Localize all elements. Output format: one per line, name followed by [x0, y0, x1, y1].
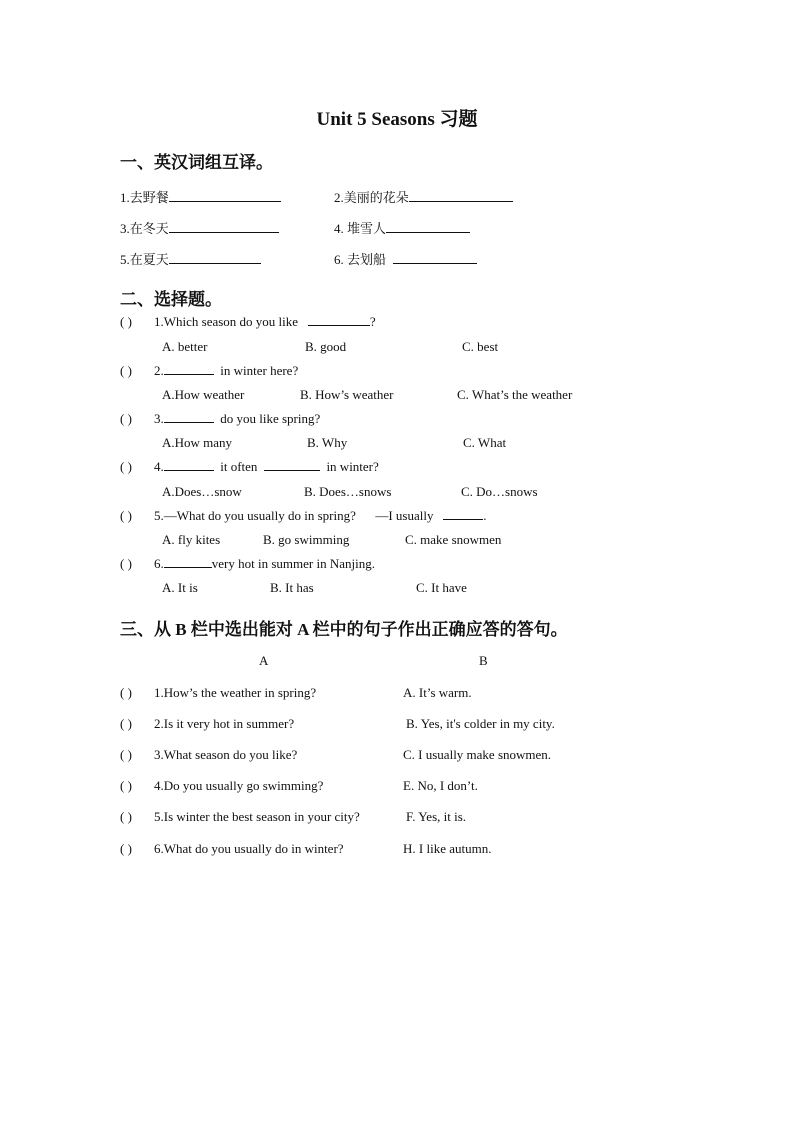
- option-a: A.Does…snow: [162, 484, 242, 499]
- option-b: B. good: [305, 339, 347, 354]
- column-b-item: F. Yes, it is.: [406, 809, 467, 824]
- question-text: 6.: [154, 556, 164, 571]
- column-b-header: B: [479, 653, 488, 668]
- item-text: 4. 堆雪人: [334, 221, 387, 236]
- item-text: 2.美丽的花朵: [334, 190, 409, 205]
- question-text-end: very hot in summer in Nanjing.: [211, 556, 375, 571]
- section-3-heading: 三、从 B 栏中选出能对 A 栏中的句子作出正确应答的答句。: [120, 620, 568, 639]
- question-6: [154, 556, 375, 572]
- translation-item-1: [120, 187, 281, 206]
- answer-paren: ( ): [120, 556, 132, 571]
- question-text-end: .: [483, 508, 487, 523]
- question-text: 1.Which season do you like: [154, 314, 299, 329]
- translation-item-4: [334, 218, 470, 237]
- answer-blank: [386, 221, 470, 233]
- option-b: B. Why: [307, 435, 348, 450]
- answer-blank: [443, 508, 483, 520]
- question-text: 4.: [154, 459, 164, 474]
- answer-paren: ( ): [120, 363, 132, 378]
- answer-paren: ( ): [120, 508, 132, 523]
- answer-blank: [164, 411, 214, 423]
- answer-paren: ( ): [120, 411, 132, 426]
- item-text: 5.在夏天: [120, 252, 169, 267]
- page-title: Unit 5 Seasons 习题: [316, 109, 478, 130]
- question-text-mid: it often: [220, 459, 258, 474]
- answer-blank: [308, 314, 370, 326]
- answer-paren: ( ): [120, 716, 132, 731]
- column-b-item: A. It’s warm.: [403, 685, 472, 700]
- translation-item-6: [334, 249, 477, 268]
- section-2-heading: 二、选择题。: [120, 290, 222, 309]
- option-a: A.How weather: [162, 387, 245, 402]
- option-b: B. How’s weather: [300, 387, 394, 402]
- option-b: B. It has: [270, 580, 314, 595]
- question-text-end: do you like spring?: [220, 411, 321, 426]
- option-a: A. better: [162, 339, 208, 354]
- answer-blank: [169, 221, 279, 233]
- translation-item-2: [334, 187, 513, 206]
- question-text-mid: —I usually: [375, 508, 434, 523]
- column-a-item: 2.Is it very hot in summer?: [154, 716, 295, 731]
- item-text: 3.在冬天: [120, 221, 169, 236]
- answer-blank: [264, 459, 320, 471]
- option-a: A. fly kites: [162, 532, 221, 547]
- column-a-item: 3.What season do you like?: [154, 747, 298, 762]
- column-b-item: C. I usually make snowmen.: [403, 747, 552, 762]
- column-a-item: 6.What do you usually do in winter?: [154, 841, 344, 856]
- answer-blank: [169, 252, 261, 264]
- translation-item-3: [120, 218, 279, 237]
- answer-blank: [393, 252, 477, 264]
- option-c: C. What: [463, 435, 507, 450]
- question-text-end: ?: [369, 314, 376, 329]
- question-1: [154, 314, 376, 330]
- item-text: 6. 去划船: [334, 252, 387, 267]
- option-a: A.How many: [162, 435, 233, 450]
- column-a-header: A: [259, 653, 269, 668]
- item-text: 1.去野餐: [120, 190, 169, 205]
- option-c: C. Do…snows: [461, 484, 538, 499]
- translation-item-5: [120, 249, 261, 268]
- answer-blank: [164, 556, 212, 568]
- answer-blank: [409, 190, 513, 202]
- answer-paren: ( ): [120, 747, 132, 762]
- column-a-item: 1.How’s the weather in spring?: [154, 685, 317, 700]
- question-text: 3.: [154, 411, 164, 426]
- section-1-heading: 一、英汉词组互译。: [120, 153, 273, 172]
- answer-paren: ( ): [120, 314, 132, 329]
- option-b: B. Does…snows: [304, 484, 392, 499]
- answer-blank: [164, 363, 214, 375]
- question-4: [154, 459, 379, 475]
- column-b-item: B. Yes, it's colder in my city.: [406, 716, 555, 731]
- answer-paren: ( ): [120, 809, 132, 824]
- question-2: [154, 363, 298, 379]
- column-a-item: 5.Is winter the best season in your city?: [154, 809, 360, 824]
- option-c: C. make snowmen: [405, 532, 502, 547]
- question-3: [154, 411, 320, 427]
- question-text-end: in winter?: [326, 459, 379, 474]
- question-text: 2.: [154, 363, 164, 378]
- option-c: C. best: [462, 339, 499, 354]
- answer-paren: ( ): [120, 685, 132, 700]
- option-c: C. It have: [416, 580, 467, 595]
- answer-paren: ( ): [120, 841, 132, 856]
- column-b-item: H. I like autumn.: [403, 841, 492, 856]
- question-5: [154, 508, 486, 524]
- answer-paren: ( ): [120, 459, 132, 474]
- option-b: B. go swimming: [263, 532, 350, 547]
- option-a: A. It is: [162, 580, 198, 595]
- answer-blank: [164, 459, 214, 471]
- answer-paren: ( ): [120, 778, 132, 793]
- column-b-item: E. No, I don’t.: [403, 778, 478, 793]
- option-c: C. What’s the weather: [457, 387, 573, 402]
- answer-blank: [169, 190, 281, 202]
- question-text: 5.—What do you usually do in spring?: [154, 508, 356, 523]
- question-text-end: in winter here?: [220, 363, 299, 378]
- column-a-item: 4.Do you usually go swimming?: [154, 778, 324, 793]
